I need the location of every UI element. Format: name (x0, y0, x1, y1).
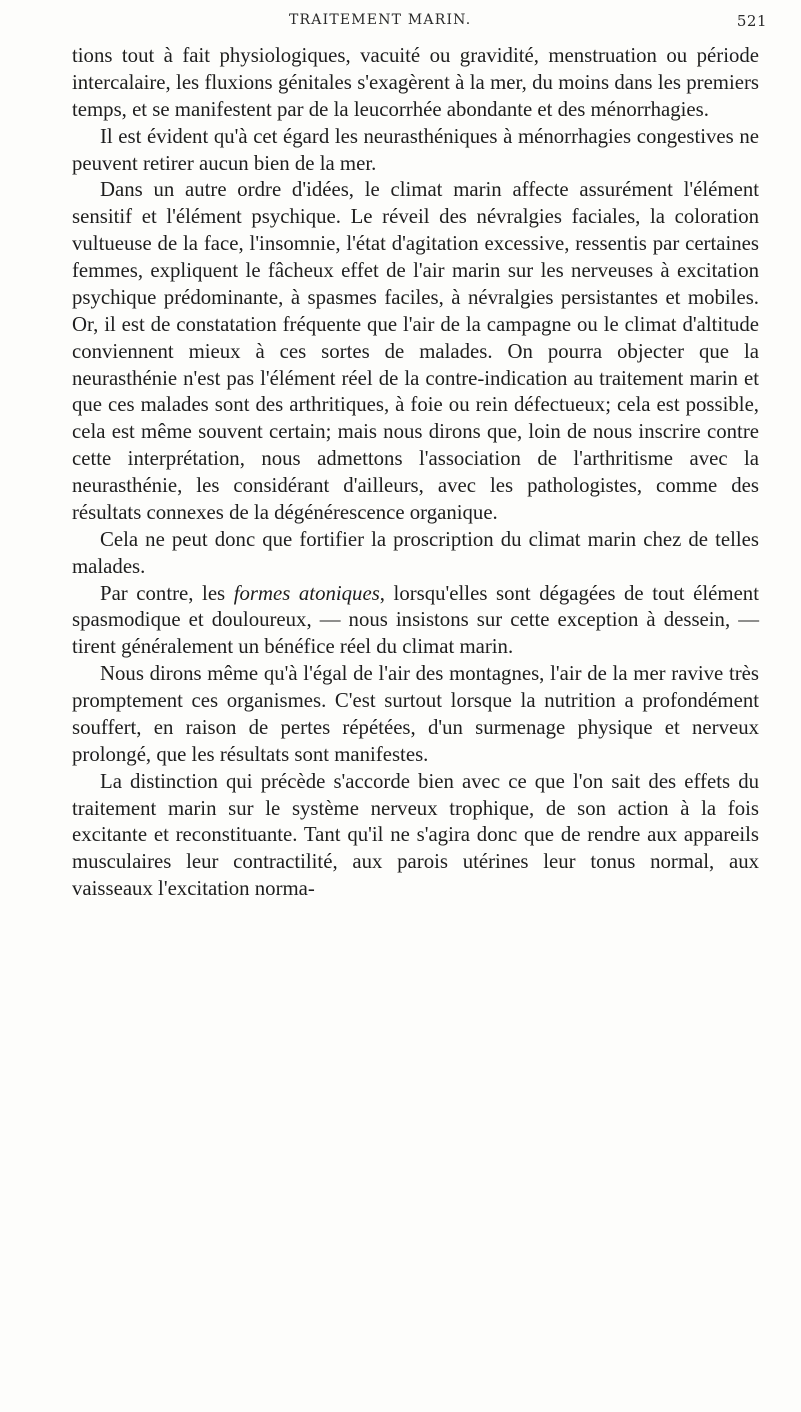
body-text (72, 43, 759, 903)
paragraph-text: , lorsqu'elles sont dégagées de tout élément spasmodique et douloureux, — nous insistons sur cette exception à dessein, — tirent généralement un bénéfice réel du climat marin. (72, 581, 759, 659)
running-head: TRAITEMENT MARIN. (289, 12, 472, 28)
paragraph: Cela ne peut donc que fortifier la proscription du climat marin chez de telles malades. (72, 527, 759, 578)
italic-term: formes atoniques (233, 581, 380, 605)
paragraph (72, 581, 759, 662)
paragraph: Nous dirons même qu'à l'égal de l'air des montagnes, l'air de la mer ravive très promptement ces organismes. C'est surtout lorsque la nutrition a profondément souffert, en raison de pertes répétées, d'un surmenage physique et nerveux prolongé, que les résultats sont manifestes. (72, 662, 759, 766)
paragraph-text: Par contre, les (100, 581, 234, 605)
paragraph-continuation: tions tout à fait physiologiques, vacuité ou gravidité, menstruation ou période intercalaire, les fluxions génitales s'exagèrent à la mer, du moins dans les premiers temps, et se manifestent par de la leucorrhée abondante et des ménorrhagies. (72, 44, 759, 121)
paragraph: Il est évident qu'à cet égard les neurasthéniques à ménorrhagies congestives ne peuvent retirer aucun bien de la mer. (72, 124, 759, 175)
paragraph: La distinction qui précède s'accorde bien avec ce que l'on sait des effets du traitement marin sur le système nerveux trophique, de son action à la fois excitante et reconstituante. Tant qu'il ne s'agira donc que de rendre aux appareils musculaires leur contractilité, aux parois utérines leur tonus normal, aux vaisseaux l'excitation norma- (72, 769, 759, 901)
paragraph: Dans un autre ordre d'idées, le climat marin affecte assurément l'élément sensitif et l'élément psychique. Le réveil des névralgies faciales, la coloration vultueuse de la face, l'insomnie, l'état d'agitation excessive, ressentis par certaines femmes, expliquent le fâcheux effet de l'air marin sur les nerveuses à excitation psychique prédominante, à spasmes faciles, à névralgies persistantes et mobiles. Or, il est de constatation fréquente que l'air de la campagne ou le climat d'altitude conviennent mieux à ces sortes de malades. On pourra objecter que la neurasthénie n'est pas l'élément réel de la contre-indication au traitement marin et que ces malades sont des arthritiques, à foie ou rein défectueux; cela est possible, cela est même souvent certain; mais nous dirons que, loin de nous inscrire contre cette interprétation, nous admettons l'association de l'arthritisme avec la neurasthénie, les considérant d'ailleurs, avec les pathologistes, comme des résultats connexes de la dégénérescence organique. (72, 178, 759, 524)
page-number: 521 (736, 12, 767, 30)
page-header (0, 12, 801, 36)
